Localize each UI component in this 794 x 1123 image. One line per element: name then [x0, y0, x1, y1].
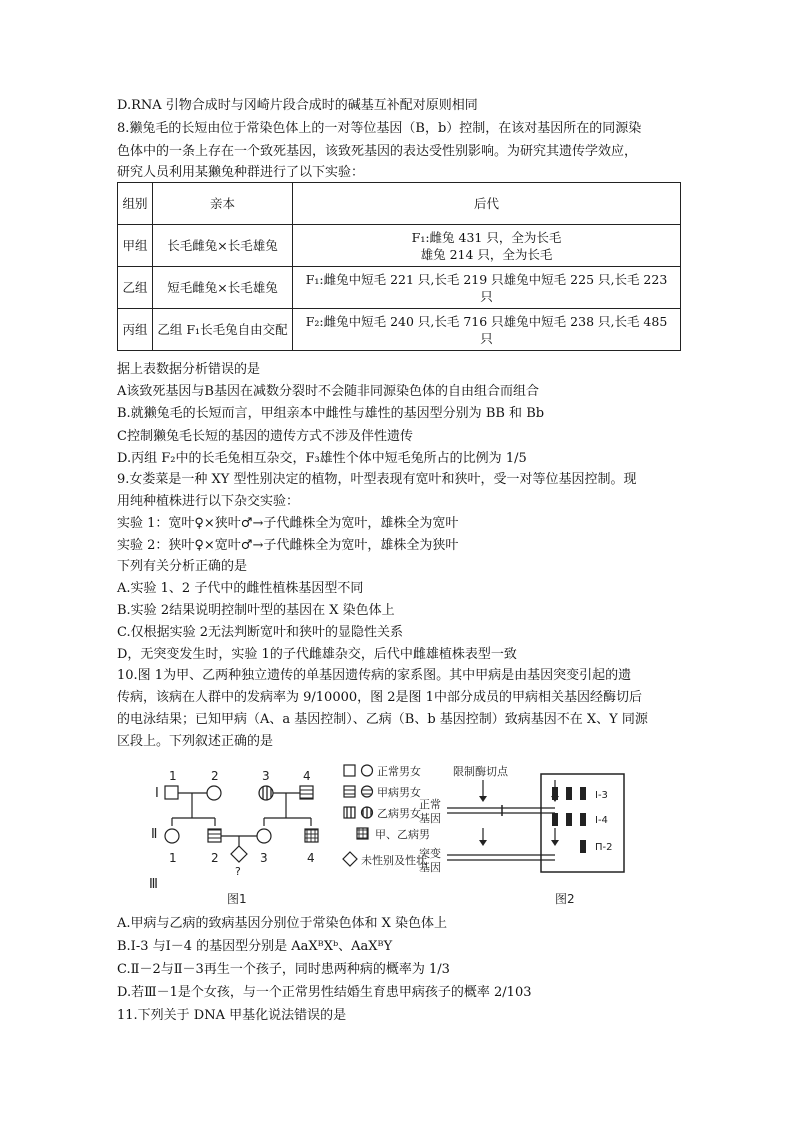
i4-jia-disease-male-symbol	[300, 786, 313, 799]
i2-normal-female-symbol	[207, 786, 221, 800]
legend-both-male-icon	[357, 828, 368, 839]
option-a: A该致死基因与B基因在减数分裂时不会随非同源染色体的自由组合而组合	[117, 384, 539, 399]
ii1-normal-female-symbol	[165, 829, 179, 843]
gel-band	[566, 813, 572, 826]
lane-label: Π-2	[595, 842, 613, 853]
text-line: 实验 1：宽叶♀×狭叶♂→子代雌株全为宽叶，雄株全为宽叶	[117, 516, 459, 531]
ii3-normal-female-symbol	[257, 829, 271, 843]
cell-parents: 乙组 F₁长毛兔自由交配	[153, 309, 293, 351]
option-c: C.仅根据实验 2无法判断宽叶和狭叶的显隐性关系	[117, 625, 404, 640]
individual-label: 1	[169, 769, 177, 783]
text-line: 下列有关分析正确的是	[117, 559, 248, 574]
option-a: A.实验 1、2 子代中的雌性植株基因型不同	[117, 581, 364, 596]
question-11: 11.下列关于 DNA 甲基化说法错误的是	[117, 1008, 347, 1023]
pedigree-figure	[117, 760, 683, 910]
figure1-caption: 图1	[227, 892, 247, 906]
text-line: 色体中的一条上存在一个致死基因，该致死基因的表达受性别影响。为研究其遗传学效应，	[117, 144, 638, 159]
header-offspring: 后代	[293, 183, 681, 225]
lane-label: I-4	[595, 815, 608, 826]
legend-yi-female-icon	[362, 807, 373, 818]
option-b: B.实验 2结果说明控制叶型的基因在 X 染色体上	[117, 603, 395, 618]
individual-label: 1	[169, 851, 177, 865]
offspring-line: 雄兔 214 只，全为长毛	[420, 246, 553, 262]
iii1-unknown-symbol	[231, 846, 247, 862]
legend-label: 正常男女	[377, 765, 421, 778]
i3-yi-disease-female-symbol	[259, 786, 273, 800]
text-line: 用纯种植株进行以下杂交实验：	[117, 494, 300, 509]
normal-gene-label: 正常	[419, 798, 441, 811]
offspring-line: F₁:雌兔 431 只，全为长毛	[411, 229, 562, 245]
gel-band	[580, 840, 586, 853]
text-line: 实验 2：狭叶♀×宽叶♂→子代雌株全为宽叶，雄株全为狭叶	[117, 538, 459, 553]
text-line: 8.獭兔毛的长短由位于常染色体上的一对等位基因（B，b）控制，在该对基因所在的同源染	[117, 121, 642, 136]
text-line: 9.女娄菜是一种 XY 型性别决定的植物，叶型表现有宽叶和狭叶，受一对等位基因控制。现	[117, 472, 637, 487]
legend-normal-male-icon	[344, 765, 355, 776]
gel-band	[580, 813, 586, 826]
cell-group: 乙组	[118, 267, 153, 309]
option-d: D.丙组 F₂中的长毛兔相互杂交，F₃雄性个体中短毛兔所占的比例为 1/5	[117, 451, 527, 466]
ii4-both-diseases-male-symbol	[305, 829, 318, 842]
individual-label: 4	[307, 851, 315, 865]
generation-label: Ⅰ	[155, 786, 159, 801]
table-row	[118, 267, 681, 309]
enzyme-site-label: 限制酶切点	[453, 765, 508, 778]
legend-label: 甲病男女	[377, 786, 421, 799]
legend-label: 甲、乙病男	[375, 828, 430, 841]
normal-gene-label: 基因	[419, 812, 441, 825]
table-header-row	[118, 183, 681, 225]
offspring-line: F₁:雌兔中短毛 221 只,长毛 219 只雄兔中短毛 225 只,长毛 223	[305, 271, 668, 287]
cell-parents: 短毛雌兔×长毛雄兔	[153, 267, 293, 309]
text-line: 10.图 1为甲、乙两种独立遗传的单基因遗传病的家系图。其中甲病是由基因突变引起的遗	[117, 668, 632, 683]
option-c: C控制獭兔毛长短的基因的遗传方式不涉及伴性遗传	[117, 429, 413, 444]
option-d: D，无突变发生时，实验 1的子代雌雄杂交，后代中雌雄植株表型一致	[117, 647, 517, 662]
text-line: 传病，该病在人群中的发病率为 9/10000，图 2是图 1中部分成员的甲病相关基因经酶切后	[117, 690, 642, 705]
experiment-table	[117, 182, 681, 351]
text-line: D.RNA 引物合成时与冈崎片段合成时的碱基互补配对原则相同	[117, 98, 478, 113]
text-line: 研究人员利用某獭兔种群进行了以下实验：	[117, 165, 365, 180]
mutant-gene-label: 基因	[419, 861, 441, 874]
generation-label: Ⅱ	[151, 827, 158, 842]
individual-label: 2	[211, 769, 219, 783]
header-parents: 亲本	[153, 183, 293, 225]
cell-group: 甲组	[118, 225, 153, 267]
i1-normal-male-symbol	[165, 786, 178, 799]
legend-label: 乙病男女	[377, 807, 421, 820]
cell-offspring	[293, 309, 681, 351]
gel-band	[580, 787, 586, 800]
option-b: B.I-3 与Ⅰ－4 的基因型分别是 AaXᴮXᵇ、AaXᴮY	[117, 939, 393, 954]
individual-label: 4	[303, 769, 311, 783]
gel-band	[552, 813, 558, 826]
text-line: 区段上。下列叙述正确的是	[117, 734, 274, 749]
text-line: 据上表数据分析错误的是	[117, 362, 261, 377]
lane-label: I-3	[595, 790, 608, 801]
gel-band	[566, 787, 572, 800]
offspring-line: 只	[480, 330, 493, 346]
cell-parents: 长毛雌兔×长毛雄兔	[153, 225, 293, 267]
header-group: 组别	[118, 183, 153, 225]
table-row	[118, 309, 681, 351]
individual-label: 2	[211, 851, 219, 865]
legend-normal-female-icon	[362, 765, 373, 776]
ii2-jia-disease-male-symbol	[208, 829, 221, 842]
figure2-caption: 图2	[555, 892, 575, 906]
option-d: D.若Ⅲ－1是个女孩，与一个正常男性结婚生育患甲病孩子的概率 2/103	[117, 985, 532, 1000]
legend-unknown-icon	[343, 852, 357, 866]
individual-label: 3	[262, 769, 270, 783]
legend-jia-female-icon	[362, 786, 373, 797]
legend-label: 未性别及性状	[361, 854, 427, 867]
table-row	[118, 225, 681, 267]
option-c: C.Ⅱ－2与Ⅱ－3再生一个孩子，同时患两种病的概率为 1/3	[117, 962, 450, 977]
text-line: 的电泳结果；已知甲病（A、a 基因控制）、乙病（B、b 基因控制）致病基因不在 X、Y 同源	[117, 712, 648, 727]
cell-offspring	[293, 267, 681, 309]
mutant-gene-label: 突变	[419, 847, 441, 860]
legend-jia-male-icon	[344, 786, 355, 797]
individual-label: 3	[260, 851, 268, 865]
offspring-line: 只	[480, 288, 493, 304]
option-b: B.就獭兔毛的长短而言，甲组亲本中雌性与雄性的基因型分别为 BB 和 Bb	[117, 406, 545, 421]
option-a: A.甲病与乙病的致病基因分别位于常染色体和 X 染色体上	[117, 916, 448, 931]
cell-group: 丙组	[118, 309, 153, 351]
offspring-line: F₂:雌兔中短毛 240 只,长毛 716 只雄兔中短毛 238 只,长毛 485	[305, 313, 668, 329]
gel-band	[552, 787, 558, 800]
cell-offspring	[293, 225, 681, 267]
legend-yi-male-icon	[344, 807, 355, 818]
question-mark: ?	[235, 865, 241, 878]
generation-label: Ⅲ	[149, 877, 158, 892]
